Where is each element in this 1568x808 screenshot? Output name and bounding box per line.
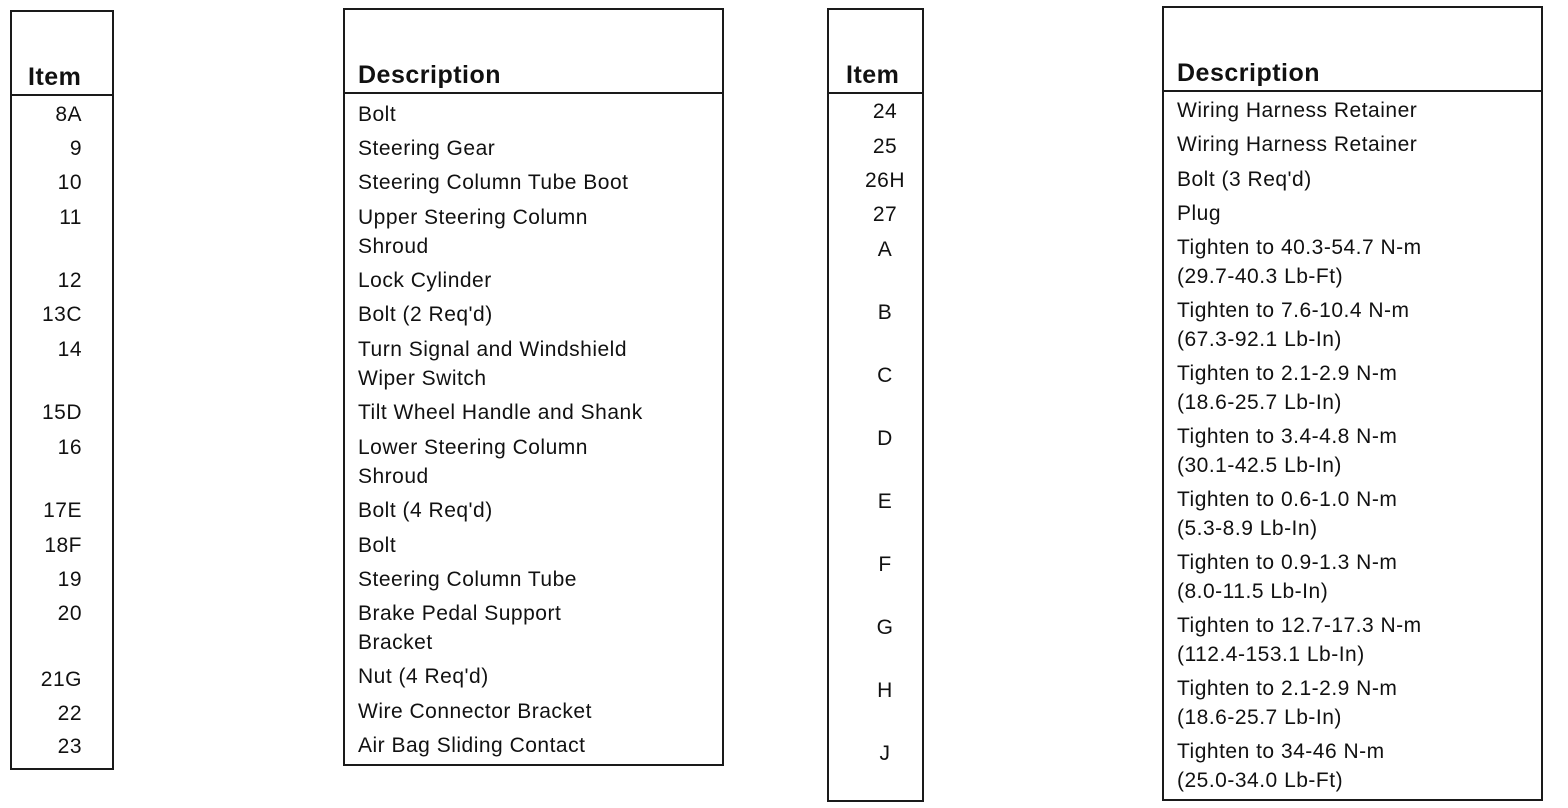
table-row-description: Steering Gear [358, 137, 496, 160]
left-item-header-label: Item [28, 63, 82, 91]
table-row-item: 27 [872, 203, 898, 226]
table-row-description: Tighten to 34-46 N-m (25.0-34.0 Lb-Ft) [1177, 740, 1385, 792]
table-row-item: G [876, 616, 894, 639]
table-row-description: Air Bag Sliding Contact [358, 734, 586, 757]
table-row-description: Tilt Wheel Handle and Shank [358, 401, 643, 424]
table-row-description: Tighten to 0.6-1.0 N-m (5.3-8.9 Lb-In) [1177, 488, 1398, 540]
table-row-item: 22 [57, 702, 82, 725]
table-row-description: Bolt (4 Req'd) [358, 499, 493, 522]
table-row-item: 16 [57, 436, 82, 459]
table-row-description: Bolt (3 Req'd) [1177, 168, 1312, 191]
table-row-description: Steering Column Tube Boot [358, 171, 629, 194]
table-row-description: Bolt [358, 534, 397, 557]
table-row-description: Nut (4 Req'd) [358, 665, 489, 688]
right-description-header-label: Description [1177, 59, 1321, 87]
table-row-item: 26H [864, 169, 906, 192]
table-row-item: 8A [55, 103, 82, 126]
table-row-item: 10 [57, 171, 82, 194]
table-row-item: J [879, 742, 891, 765]
table-row-description: Wire Connector Bracket [358, 700, 592, 723]
table-row-item: B [877, 301, 893, 324]
table-row-description: Bolt [358, 103, 397, 126]
table-row-description: Lower Steering Column Shroud [358, 436, 588, 488]
table-row-item: 11 [59, 206, 82, 229]
table-row-description: Tighten to 7.6-10.4 N-m (67.3-92.1 Lb-In) [1177, 299, 1410, 351]
table-row-description: Bolt (2 Req'd) [358, 303, 493, 326]
table-row-item: 19 [57, 568, 82, 591]
table-row-item: 23 [57, 735, 82, 758]
table-row-item: D [877, 427, 893, 450]
table-row-item: 14 [57, 338, 82, 361]
table-row-description: Tighten to 12.7-17.3 N-m (112.4-153.1 Lb-In) [1177, 614, 1422, 666]
table-row-item: 25 [872, 135, 898, 158]
table-row-description: Plug [1177, 202, 1222, 225]
right-description-header [1164, 8, 1541, 92]
table-row-item: 12 [57, 269, 82, 292]
right-item-header-label: Item [846, 61, 900, 89]
table-row-description: Brake Pedal Support Bracket [358, 602, 562, 654]
table-row-description: Tighten to 2.1-2.9 N-m (18.6-25.7 Lb-In) [1177, 677, 1398, 729]
table-row-item: 20 [57, 602, 82, 625]
table-row-item: E [877, 490, 893, 513]
table-row-description: Steering Column Tube [358, 568, 577, 591]
table-row-description: Tighten to 0.9-1.3 N-m (8.0-11.5 Lb-In) [1177, 551, 1398, 603]
table-row-description: Tighten to 3.4-4.8 N-m (30.1-42.5 Lb-In) [1177, 425, 1398, 477]
table-row-item: 15D [41, 401, 82, 424]
table-row-item: C [877, 364, 893, 387]
table-row-description: Lock Cylinder [358, 269, 492, 292]
table-row-item: 9 [69, 137, 82, 160]
left-description-header [345, 10, 722, 94]
table-row-description: Wiring Harness Retainer [1177, 133, 1418, 156]
table-row-description: Tighten to 40.3-54.7 N-m (29.7-40.3 Lb-Ft) [1177, 236, 1422, 288]
table-row-description: Turn Signal and Windshield Wiper Switch [358, 338, 628, 390]
table-row-description: Upper Steering Column Shroud [358, 206, 588, 258]
left-description-header-label: Description [358, 61, 502, 89]
table-row-item: 13C [41, 303, 82, 326]
table-row-item: F [878, 553, 892, 576]
table-row-item: A [877, 238, 893, 261]
right-item-header [829, 10, 922, 94]
left-item-header [12, 12, 112, 96]
table-row-description: Wiring Harness Retainer [1177, 99, 1418, 122]
table-row-item: 17E [43, 499, 82, 522]
table-row-item: 21G [40, 668, 82, 691]
table-row-item: 24 [872, 100, 898, 123]
table-row-item: H [877, 679, 893, 702]
table-row-item: 18F [44, 534, 82, 557]
table-row-description: Tighten to 2.1-2.9 N-m (18.6-25.7 Lb-In) [1177, 362, 1398, 414]
